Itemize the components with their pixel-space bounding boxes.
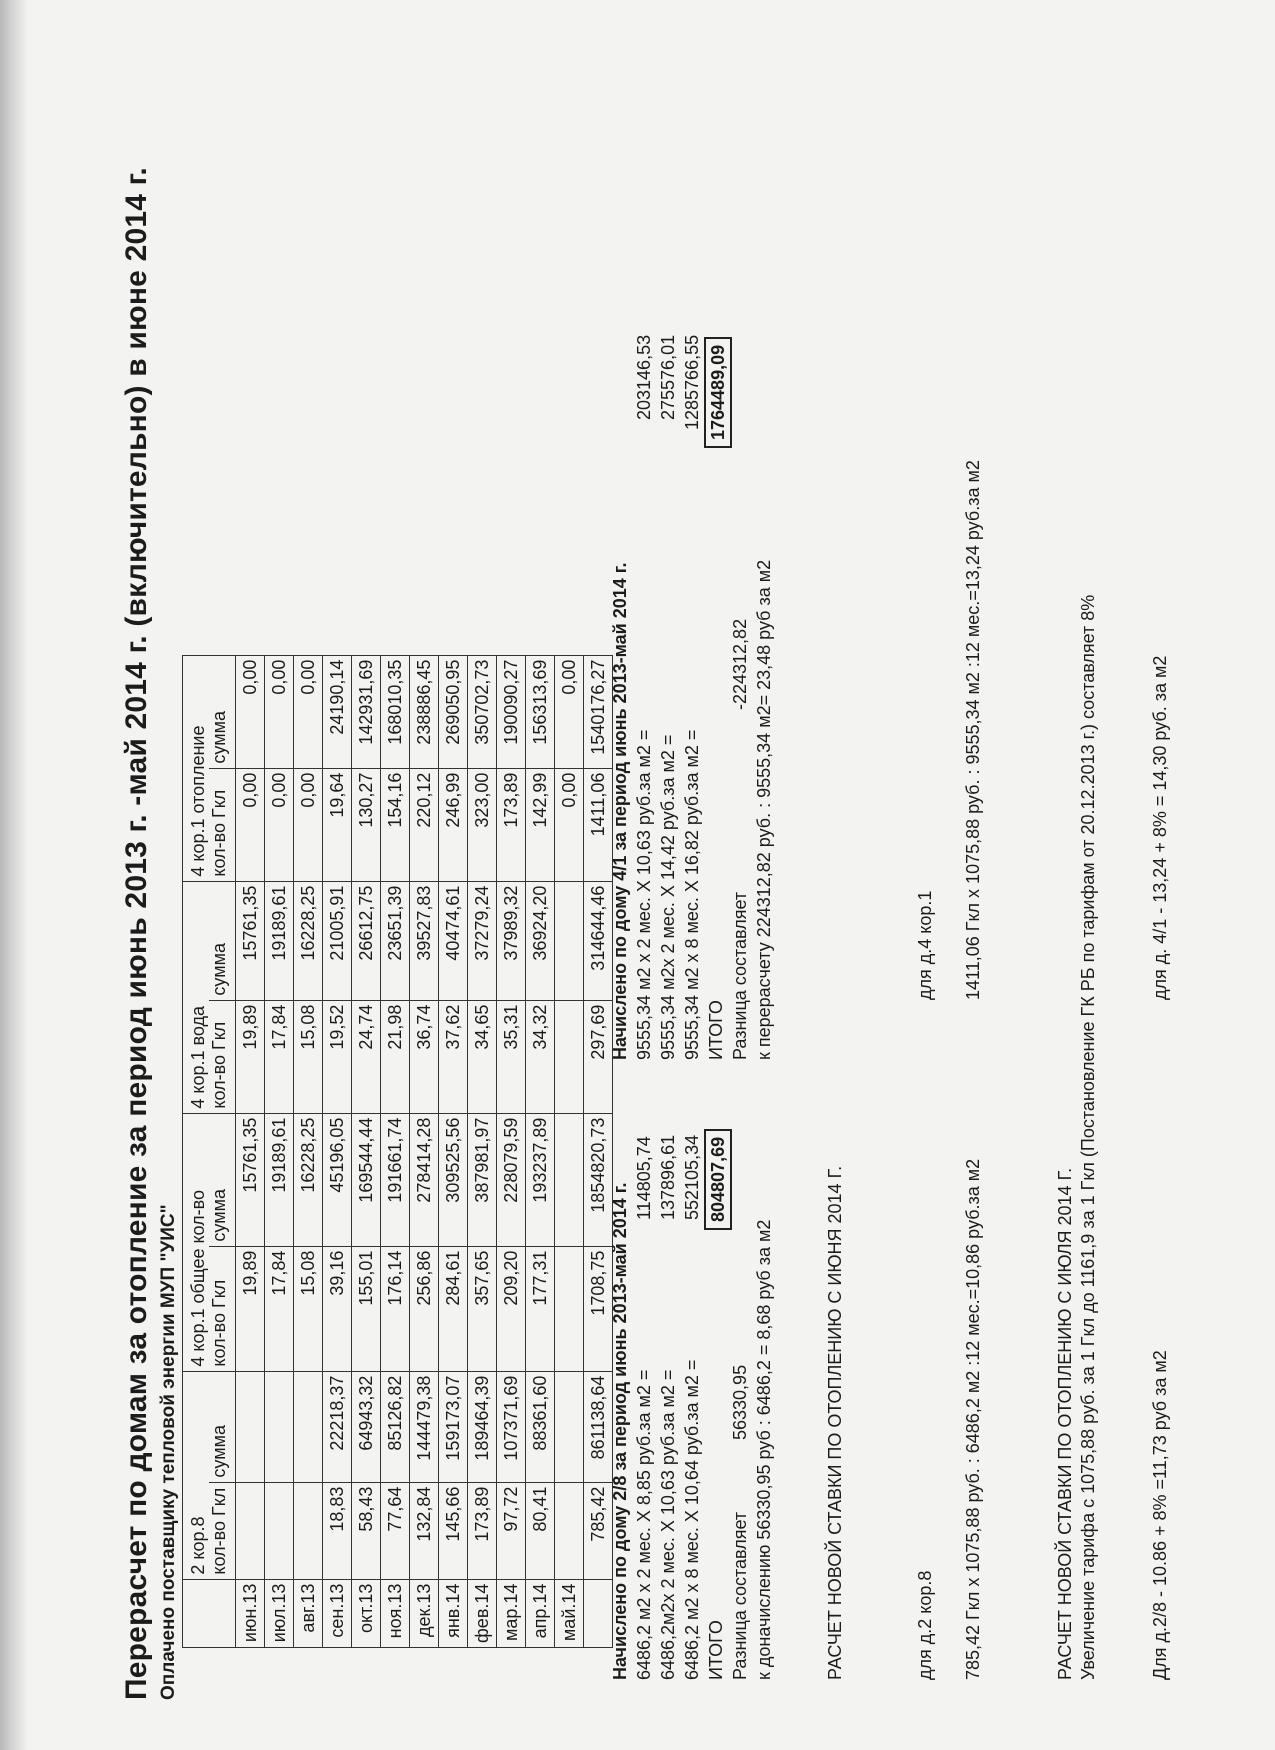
left-calc-line — [656, 1060, 680, 1680]
table-cell: 256,86 — [410, 1246, 439, 1371]
table-cell: 168010,35 — [381, 655, 410, 768]
table-cell — [265, 1482, 294, 1579]
table-cell: 37279,24 — [468, 881, 497, 1000]
table-row — [497, 655, 526, 1647]
table-cell: 142931,69 — [352, 655, 381, 768]
table-cell: 34,32 — [526, 1000, 555, 1113]
table-cell: 77,64 — [381, 1482, 410, 1579]
table-cell: 15,08 — [294, 1000, 323, 1113]
table-cell: 19189,61 — [265, 1113, 294, 1246]
table-cell: 142,99 — [526, 768, 555, 881]
group-header-4-1-total: 4 кор.1 общее кол-во — [183, 1113, 210, 1371]
right-calc-note: к перерасчету 224312,82 руб. : 9555,34 м2= 23,48 руб за м2 — [754, 559, 774, 1060]
table-cell — [294, 1482, 323, 1579]
table-cell: 169544,44 — [352, 1113, 381, 1246]
table-cell: 45196,05 — [323, 1113, 352, 1246]
document-title: Перерасчет по домам за отопление за период июнь 2013 г. -май 2014 г. (включительно) в июне 2014 г. — [120, 167, 153, 1700]
left-calc-line-label: 6486,2 м2 х 8 мес. Х 10,64 руб.за м2 = — [682, 1359, 702, 1680]
month-cell: фев.14 — [468, 1579, 497, 1647]
table-cell — [555, 1113, 584, 1246]
table-cell — [294, 1371, 323, 1482]
table-cell — [236, 1482, 265, 1579]
table-cell: 246,99 — [439, 768, 468, 881]
subheader-cell: сумма — [209, 1113, 236, 1246]
right-calc-line — [656, 60, 680, 1060]
group-header-4-1-heating: 4 кор.1 отопление — [183, 655, 210, 881]
group-header-4-1-water: 4 кор.1 вода — [183, 881, 210, 1113]
table-subheader-row — [209, 655, 236, 1647]
table-cell: 97,72 — [497, 1482, 526, 1579]
heat-table — [182, 655, 613, 1648]
table-row — [236, 655, 265, 1647]
table-cell: 15,08 — [294, 1246, 323, 1371]
subheader-cell: кол-во Гкл — [209, 768, 236, 881]
table-row — [468, 655, 497, 1647]
subheader-cell: кол-во Гкл — [209, 1482, 236, 1579]
left-calc-line — [680, 1060, 704, 1680]
table-cell: 22218,37 — [323, 1371, 352, 1482]
right-calc-header: Начислено по дому 4/1 за период июнь 2013-май 2014 г. — [610, 562, 630, 1060]
table-cell: 21,98 — [381, 1000, 410, 1113]
right-calc-line — [632, 60, 656, 1060]
table-cell: 26612,75 — [352, 881, 381, 1000]
month-cell: дек.13 — [410, 1579, 439, 1647]
table-cell: 0,00 — [265, 768, 294, 881]
table-cell — [555, 1246, 584, 1371]
total-cell: 1540176,27 — [584, 655, 613, 768]
final-d4: для д. 4/1 - 13,24 + 8% = 14,30 руб. за м2 — [1150, 655, 1170, 1000]
table-cell — [555, 1371, 584, 1482]
total-cell: 861138,64 — [584, 1371, 613, 1482]
table-cell: 220,12 — [410, 768, 439, 881]
table-cell: 228079,59 — [497, 1113, 526, 1246]
table-cell: 387981,97 — [468, 1113, 497, 1246]
left-calc-note: к доначислению 56330,95 руб : 6486,2 = 8,68 руб за м2 — [754, 1219, 774, 1680]
table-cell: 64943,32 — [352, 1371, 381, 1482]
left-calc-line-value: 137896,61 — [658, 1134, 678, 1220]
table-cell: 284,61 — [439, 1246, 468, 1371]
left-calc-block — [608, 1060, 776, 1680]
table-cell: 19,89 — [236, 1000, 265, 1113]
table-cell: 19,89 — [236, 1246, 265, 1371]
table-cell: 107371,69 — [497, 1371, 526, 1482]
right-calc-diff — [728, 60, 752, 1060]
total-cell: 297,69 — [584, 1000, 613, 1113]
total-cell: 1708,75 — [584, 1246, 613, 1371]
table-row — [381, 655, 410, 1647]
table-cell — [555, 1482, 584, 1579]
table-cell: 309525,56 — [439, 1113, 468, 1246]
table-cell: 0,00 — [265, 655, 294, 768]
tariff-note: Увеличение тарифа с 1075,88 руб. за 1 Гкл до 1161,9 за 1 Гкл (Постановление ГК РБ по тарифам от 20.12.2013 г.) составляет 8% — [1078, 594, 1098, 1680]
formula-d4: 1411,06 Гкл х 1075,88 руб. : 9555,34 м2 :12 мес.=13,24 руб.за м2 — [963, 460, 983, 1000]
table-cell: 19189,61 — [265, 881, 294, 1000]
table-row — [323, 655, 352, 1647]
table-cell — [555, 881, 584, 1000]
left-calc-total-label: ИТОГО — [706, 1620, 726, 1680]
right-calc-diff-label: Разница составляет — [730, 891, 750, 1060]
table-row — [439, 655, 468, 1647]
left-calc-line-label: 6486,2м2х 2 мес. Х 10,63 руб.за м2 = — [658, 1369, 678, 1680]
right-calc-total — [704, 60, 728, 1060]
table-cell: 17,84 — [265, 1246, 294, 1371]
month-cell: сен.13 — [323, 1579, 352, 1647]
table-cell: 24190,14 — [323, 655, 352, 768]
table-cell: 40474,61 — [439, 881, 468, 1000]
table-cell: 17,84 — [265, 1000, 294, 1113]
right-calc-line-label: 9555,34 м2 х 8 мес. Х 16,82 руб.за м2 = — [682, 729, 702, 1060]
document-sheet — [120, 40, 1200, 1700]
left-calc-line-value: 552105,34 — [682, 1134, 702, 1220]
month-cell: авг.13 — [294, 1579, 323, 1647]
table-cell: 209,20 — [497, 1246, 526, 1371]
table-cell: 23651,39 — [381, 881, 410, 1000]
right-calc-line-value: 1285766,55 — [682, 334, 702, 430]
left-calc-total-value: 804807,69 — [704, 1129, 732, 1230]
group-header-2-8: 2 кор.8 — [183, 1371, 210, 1579]
right-calc-diff-value: -224312,82 — [730, 618, 750, 710]
right-calc-line-label: 9555,34 м2 х 2 мес. Х 10,63 руб.за м2 = — [634, 729, 654, 1060]
month-header-cell — [183, 1579, 236, 1647]
left-calc-line-label: 6486,2 м2 х 2 мес. Х 8,85 руб.за м2 = — [634, 1369, 654, 1680]
table-cell: 88361,60 — [526, 1371, 555, 1482]
month-cell: мар.14 — [497, 1579, 526, 1647]
table-cell: 58,43 — [352, 1482, 381, 1579]
right-calc-line — [680, 60, 704, 1060]
subheader-cell: сумма — [209, 655, 236, 768]
table-cell: 144479,38 — [410, 1371, 439, 1482]
table-cell: 24,74 — [352, 1000, 381, 1113]
table-cell: 357,65 — [468, 1246, 497, 1371]
table-cell: 132,84 — [410, 1482, 439, 1579]
table-cell: 155,01 — [352, 1246, 381, 1371]
table-cell: 39527,83 — [410, 881, 439, 1000]
table-body — [236, 655, 584, 1647]
month-cell: апр.14 — [526, 1579, 555, 1647]
right-calc-block — [608, 60, 776, 1060]
total-cell: 1411,06 — [584, 768, 613, 881]
table-cell — [555, 1000, 584, 1113]
label-d4: для д.4 кор.1 — [915, 890, 935, 1000]
table-cell: 0,00 — [555, 768, 584, 881]
table-cell: 323,00 — [468, 768, 497, 881]
table-cell: 173,89 — [497, 768, 526, 881]
table-cell: 173,89 — [468, 1482, 497, 1579]
month-cell: окт.13 — [352, 1579, 381, 1647]
table-cell — [265, 1371, 294, 1482]
left-calc-header: Начислено по дому 2/8 за период июнь 2013-май 2014 г. — [610, 1182, 630, 1680]
subheader-cell: сумма — [209, 1371, 236, 1482]
right-calc-line-value: 203146,53 — [634, 334, 654, 420]
table-cell: 16228,25 — [294, 881, 323, 1000]
left-calc-diff-label: Разница составляет — [730, 1511, 750, 1680]
table-cell: 0,00 — [236, 655, 265, 768]
table-cell: 36924,20 — [526, 881, 555, 1000]
table-row — [410, 655, 439, 1647]
right-calc-total-value: 1764489,09 — [704, 337, 732, 448]
month-cell: июн.13 — [236, 1579, 265, 1647]
table-cell: 193237,89 — [526, 1113, 555, 1246]
left-calc-line — [632, 1060, 656, 1680]
table-cell: 16228,25 — [294, 1113, 323, 1246]
table-cell: 85126,82 — [381, 1371, 410, 1482]
table-cell: 18,83 — [323, 1482, 352, 1579]
table-cell: 0,00 — [236, 768, 265, 881]
table-cell: 238886,45 — [410, 655, 439, 768]
left-calc-diff-value: 56330,95 — [730, 1364, 750, 1440]
table-cell: 145,66 — [439, 1482, 468, 1579]
table-row — [352, 655, 381, 1647]
table-cell: 156313,69 — [526, 655, 555, 768]
final-d2: Для д.2/8 - 10.86 + 8% =11,73 руб за м2 — [1150, 1350, 1170, 1680]
left-calc-total — [704, 1060, 728, 1680]
table-cell: 176,14 — [381, 1246, 410, 1371]
table-row — [265, 655, 294, 1647]
month-cell: июл.13 — [265, 1579, 294, 1647]
total-cell: 314644,46 — [584, 881, 613, 1000]
table-cell: 39,16 — [323, 1246, 352, 1371]
table-cell: 34,65 — [468, 1000, 497, 1113]
right-calc-total-label: ИТОГО — [706, 1000, 726, 1060]
table-cell: 177,31 — [526, 1246, 555, 1371]
table-cell: 190090,27 — [497, 655, 526, 768]
month-cell: ноя.13 — [381, 1579, 410, 1647]
total-cell: 1854820,73 — [584, 1113, 613, 1246]
table-cell: 80,41 — [526, 1482, 555, 1579]
section-june-heading: РАСЧЕТ НОВОЙ СТАВКИ ПО ОТОПЛЕНИЮ С ИЮНЯ 2014 Г. — [825, 1165, 845, 1680]
table-cell: 36,74 — [410, 1000, 439, 1113]
table-cell: 278414,28 — [410, 1113, 439, 1246]
scan-shadow-edge — [0, 0, 28, 1750]
table-cell: 0,00 — [294, 768, 323, 881]
table-cell — [236, 1371, 265, 1482]
left-calc-diff — [728, 1060, 752, 1680]
total-cell: 785,42 — [584, 1482, 613, 1579]
table-cell: 21005,91 — [323, 881, 352, 1000]
table-cell: 269050,95 — [439, 655, 468, 768]
table-cell: 19,64 — [323, 768, 352, 881]
table-row — [555, 655, 584, 1647]
month-cell: янв.14 — [439, 1579, 468, 1647]
label-d2: для д.2 кор.8 — [915, 1570, 935, 1680]
month-cell: май.14 — [555, 1579, 584, 1647]
table-cell: 19,52 — [323, 1000, 352, 1113]
left-calc-line-value: 114805,74 — [634, 1136, 654, 1220]
subheader-cell: сумма — [209, 881, 236, 1000]
section-july-heading: РАСЧЕТ НОВОЙ СТАВКИ ПО ОТОПЛЕНИЮ С ИЮЛЯ 2014 Г. — [1055, 1167, 1075, 1680]
table-cell: 15761,35 — [236, 1113, 265, 1246]
table-cell: 350702,73 — [468, 655, 497, 768]
table-row — [526, 655, 555, 1647]
subheader-cell: кол-во Гкл — [209, 1000, 236, 1113]
table-row — [294, 655, 323, 1647]
formula-d2: 785,42 Гкл х 1075,88 руб. : 6486,2 м2 :12 мес.=10,86 руб.за м2 — [963, 1158, 983, 1680]
table-cell: 130,27 — [352, 768, 381, 881]
right-calc-line-value: 275576,01 — [658, 334, 678, 420]
table-cell: 0,00 — [294, 655, 323, 768]
table-group-header-row — [183, 655, 210, 1647]
table-cell: 0,00 — [555, 655, 584, 768]
table-cell: 159173,07 — [439, 1371, 468, 1482]
table-cell: 15761,35 — [236, 881, 265, 1000]
table-cell: 154,16 — [381, 768, 410, 881]
table-cell: 37989,32 — [497, 881, 526, 1000]
document-subtitle: Оплачено поставщику тепловой энергии МУП "УИС" — [158, 1204, 179, 1700]
table-cell: 37,62 — [439, 1000, 468, 1113]
subheader-cell: кол-во Гкл — [209, 1246, 236, 1371]
table-cell: 189464,39 — [468, 1371, 497, 1482]
right-calc-line-label: 9555,34 м2х 2 мес. Х 14,42 руб.за м2 = — [658, 734, 678, 1060]
table-cell: 191661,74 — [381, 1113, 410, 1246]
table-cell: 35,31 — [497, 1000, 526, 1113]
